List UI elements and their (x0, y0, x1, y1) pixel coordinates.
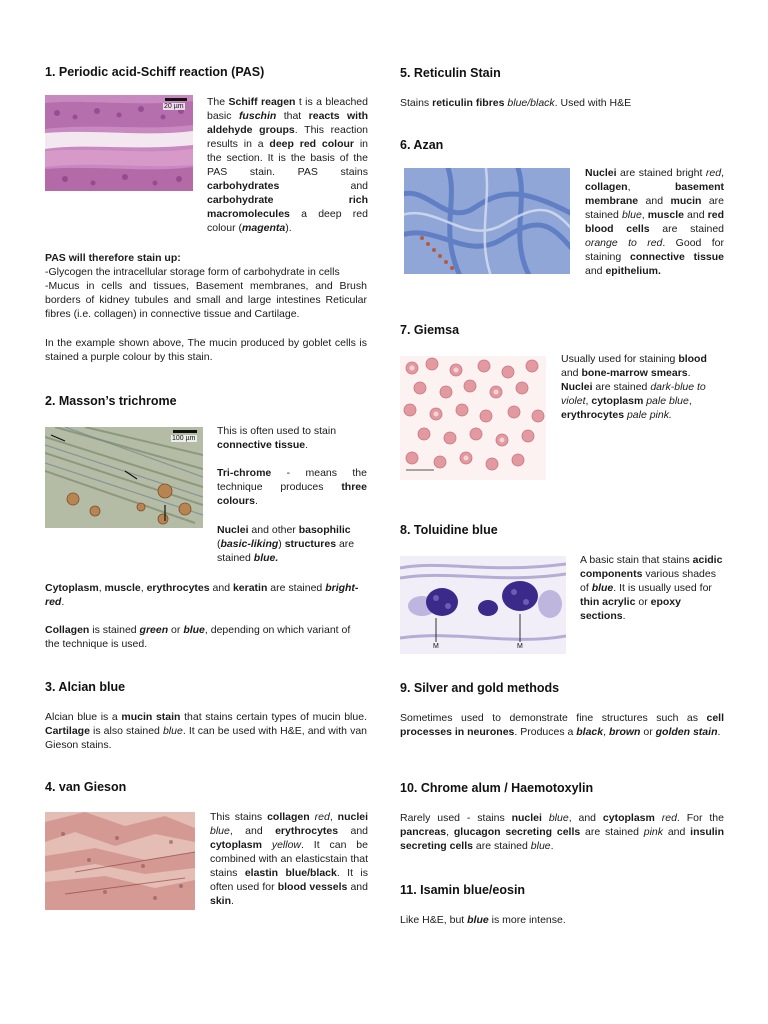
toluidine-heading: 8. Toluidine blue (400, 523, 498, 537)
masson-micrograph (45, 427, 203, 528)
masson-p1: This is often used to stain connective tissue. (217, 425, 337, 451)
scale-label: 100 µm (172, 435, 196, 442)
pas-list-item-2: -Mucus in cells and tissues, Basement membranes, and Brush borders of kidney tubules and small and large intestines Reticular fibres (i.e. collagen) in connective tissue and Cartilage. (45, 280, 367, 320)
scale-bar (165, 98, 187, 101)
giemsa-body: Usually used for staining blood and bone-marrow smears. Nuclei are stained dark-blue to violet, cytoplasm pale blue, erythrocytes pale pink. (561, 353, 707, 421)
giemsa-micrograph (400, 356, 546, 480)
azan-micrograph (404, 168, 570, 274)
toluidine-body: A basic stain that stains acidic components various shades of blue. It is usually used for thin acrylic or epoxy sections. (580, 554, 723, 622)
isamin-body: Like H&E, but blue is more intense. (400, 914, 566, 926)
silver-body: Sometimes used to demonstrate fine structures such as cell processes in neurones. Produces a black, brown or golden stain. (400, 712, 724, 738)
reticulin-body: Stains reticulin fibres blue/black. Used with H&E (400, 97, 632, 109)
alcian-body: Alcian blue is a mucin stain that stains certain types of mucin blue. Cartilage is also stained blue. It can be used with H&E, and with van Gieson stains. (45, 711, 367, 751)
pas-list-title: PAS will therefore stain up: (45, 252, 181, 264)
vangieson-body: This stains collagen red, nuclei blue, and erythrocytes and cytoplasm yellow. It can be combined with an elasticstain that stains elastin blue/black. It is often used for blood vessels and skin. (210, 811, 368, 907)
vangieson-micrograph (45, 812, 195, 910)
alcian-heading: 3. Alcian blue (45, 680, 126, 694)
masson-p2: Tri-chrome - means the technique produces three colours. (217, 467, 367, 507)
isamin-heading: 11. Isamin blue/eosin (400, 883, 526, 897)
scale-label: 20 µm (164, 103, 184, 110)
marker-label: M (517, 643, 523, 650)
giemsa-heading: 7. Giemsa (400, 323, 460, 337)
chrome-body: Rarely used - stains nuclei blue, and cytoplasm red. For the pancreas, glucagon secreting cells are stained pink and insulin secreting cells are stained blue. (400, 812, 725, 852)
pas-description: The Schiff reagen t is a bleached basic fuschin that reacts with aldehyde groups. This reaction results in a deep red colour in the section. It is the basis of the PAS stain. PAS stains carbohydrates and carbohydrate rich macromolecules a deep red colour (magenta). (207, 96, 368, 234)
azan-heading: 6. Azan (400, 138, 444, 152)
pas-micrograph (45, 95, 193, 191)
pas-heading: 1. Periodic acid-Schiff reaction (PAS) (45, 65, 265, 79)
azan-body: Nuclei are stained bright red, collagen, basement membrane and mucin are stained blue, muscle and red blood cells are stained orange to red. Good for staining connective tissue and epithelium. (585, 167, 725, 277)
masson-p3: Nuclei and other basophilic (basic-liking) structures are stained blue. (217, 524, 355, 564)
scale-bar (173, 430, 197, 433)
pas-example: In the example shown above, The mucin produced by goblet cells is stained a purple colour by this stain. (45, 337, 367, 363)
marker-label: M (433, 643, 439, 650)
toluidine-micrograph (400, 556, 566, 654)
masson-p5: Collagen is stained green or blue, depending on which variant of the technique is used. (45, 624, 351, 650)
chrome-heading: 10. Chrome alum / Haemotoxylin (400, 781, 594, 795)
silver-heading: 9. Silver and gold methods (400, 681, 560, 695)
reticulin-heading: 5. Reticulin Stain (400, 66, 501, 80)
vangieson-heading: 4. van Gieson (45, 780, 127, 794)
masson-heading: 2. Masson’s trichrome (45, 394, 177, 408)
pas-list-item-1: -Glycogen the intracellular storage form of carbohydrate in cells (45, 266, 340, 278)
masson-p4: Cytoplasm, muscle, erythrocytes and keratin are stained bright-red. (45, 582, 359, 608)
